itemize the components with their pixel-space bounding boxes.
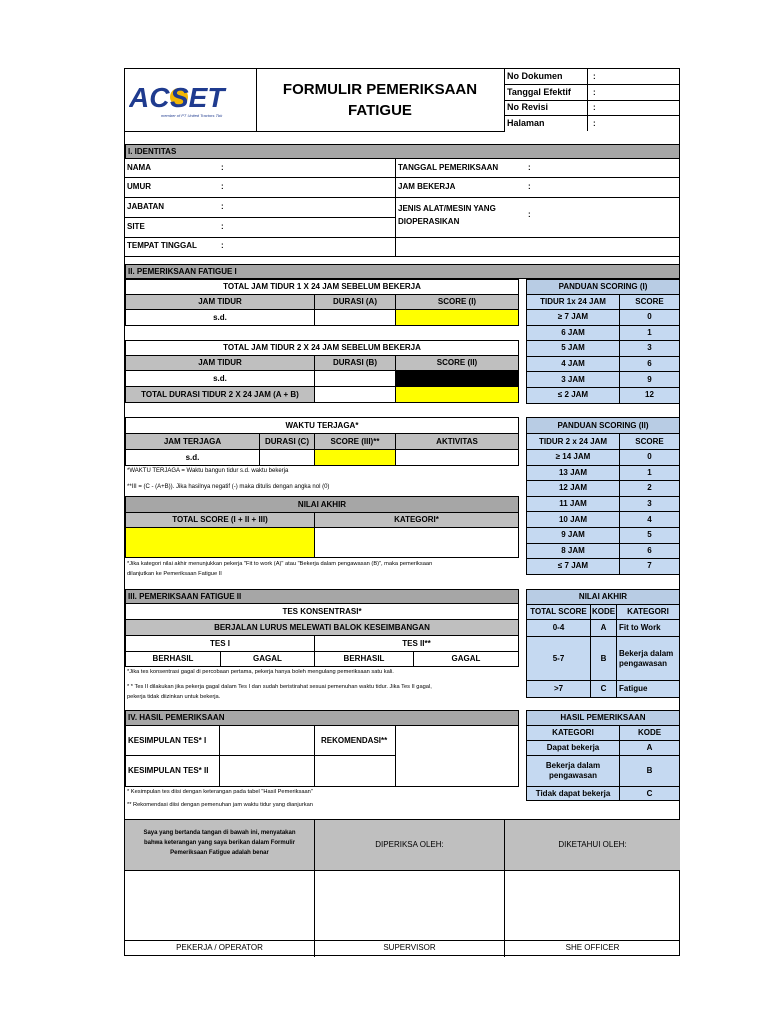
tidur2-jam-field[interactable]: s.d. [125,370,315,387]
tes1-label: TES I [125,635,315,652]
nilai-col-total: TOTAL SCORE (I + II + III) [125,512,315,528]
kesimpulan1-field[interactable] [219,725,315,756]
signature-area-supervisor[interactable] [315,871,504,940]
doc-no-colon: : [593,72,596,81]
umur-colon: : [221,182,224,191]
guide2-row-score: 3 [619,496,680,513]
waktu-aktivitas-field[interactable] [395,449,519,466]
identitas-grid [125,159,680,257]
kesimpulan2-label: KESIMPULAN TES* II [125,755,220,787]
logo-box [125,69,257,132]
guide2-row-score: 6 [619,543,680,560]
guide1-row-score: 6 [619,356,680,373]
guide2-row-label: 13 JAM [526,465,620,482]
tanggal-pemeriksaan-label: TANGGAL PEMERIKSAAN [398,163,499,172]
tes2-gagal[interactable]: GAGAL [413,651,519,667]
hasil-note1: * Kesimpulan tes diisi dengan keterangan pada tabel "Hasil Pemeriksaan" [127,789,313,795]
page-colon: : [593,119,596,128]
logo-subtitle: member of PT United Tractors Tbk [161,113,223,118]
waktu-col-jam: JAM TERJAGA [125,433,260,450]
guide2-row-score: 0 [619,449,680,466]
revision-colon: : [593,103,596,112]
nilai-guide-row2-kode: B [590,636,617,681]
tempat-tinggal-label: TEMPAT TINGGAL [127,241,197,250]
jenis-alat-label: JENIS ALAT/MESIN YANG [398,204,496,213]
fatigue2-note2-line2: pekerja tidak diizinkan untuk bekerja. [127,694,221,700]
hasil-guide-row3-kode: C [619,786,680,801]
tidur2-col-durasi: DURASI (B) [314,355,396,371]
rekomendasi-field[interactable] [395,725,519,787]
diperiksa-oleh-label: DIPERIKSA OLEH: [375,840,444,849]
guide1-col-tidur: TIDUR 1x 24 JAM [526,294,620,310]
waktu-note2: **III = (C - (A+B)). Jika hasilnya negatif (-) maka ditulis dengan angka nol (0) [127,484,330,490]
nilai-guide-row2-kategori: Bekerja dalam pengawasan [616,636,680,681]
hasil-guide-col-kategori: KATEGORI [526,725,620,741]
jenis-alat-colon: : [528,210,531,219]
signature-area-pekerja[interactable] [125,871,314,940]
tempat-tinggal-colon: : [221,241,224,250]
guide1-row-label: 3 JAM [526,371,620,388]
waktu-col-score: SCORE (III)** [314,433,396,450]
tidur1-jam-field[interactable]: s.d. [125,309,315,326]
guide1-title: PANDUAN SCORING (I) [526,279,680,295]
site-colon: : [221,222,224,231]
form-title-line1: FORMULIR PEMERIKSAAN [282,81,478,98]
tidur1-title: TOTAL JAM TIDUR 1 X 24 JAM SEBELUM BEKERJA [125,279,519,295]
guide1-row-score: 3 [619,340,680,357]
waktu-col-aktivitas: AKTIVITAS [395,433,519,450]
waktu-terjaga-title: WAKTU TERJAGA* [125,417,519,434]
statement-line3: Pemeriksaan Fatigue adalah benar [170,850,269,856]
tes2-berhasil[interactable]: BERHASIL [314,651,414,667]
hasil-guide-row1-kode: A [619,740,680,756]
guide2-title: PANDUAN SCORING (II) [526,417,680,434]
tidur2-durasi-field[interactable] [314,370,396,387]
guide2-col-tidur: TIDUR 2 x 24 JAM [526,433,620,450]
nilai-guide-row1-kategori: Fit to Work [616,619,680,637]
guide1-row-score: 9 [619,371,680,388]
tes1-gagal[interactable]: GAGAL [220,651,315,667]
nama-colon: : [221,163,224,172]
nilai-total-field[interactable] [125,527,315,558]
signature-area-she[interactable] [505,871,680,940]
jabatan-colon: : [221,202,224,211]
guide1-row-score: 12 [619,387,680,404]
guide1-row-score: 0 [619,309,680,326]
guide2-row-score: 7 [619,558,680,575]
kesimpulan1-label: KESIMPULAN TES* I [125,725,220,756]
guide1-row-label: ≤ 2 JAM [526,387,620,404]
nilai-guide-row3-kategori: Fatigue [616,680,680,698]
guide2-row-label: 9 JAM [526,527,620,544]
effective-date-label: Tanggal Efektif [507,87,571,97]
jam-bekerja-colon: : [528,182,531,191]
tidur1-durasi-field[interactable] [314,309,396,326]
svg-text:AC: AC [129,82,170,113]
nilai-guide-title: NILAI AKHIR [526,589,680,605]
hasil-note2: ** Rekomendasi diisi dengan pemenuhan jam waktu tidur yang dianjurkan [127,802,313,808]
doc-no-label: No Dokumen [507,71,563,81]
tes2-label: TES II** [314,635,519,652]
hasil-guide-title: HASIL PEMERIKSAAN [526,710,680,726]
svg-text:SET: SET [170,82,225,113]
doc-info-box [505,69,680,132]
guide2-row-label: 11 JAM [526,496,620,513]
hasil-guide-row3-kategori: Tidak dapat bekerja [526,786,620,801]
section-fatigue2: III. PEMERIKSAAN FATIGUE II [125,589,519,604]
guide2-row-label: ≥ 14 JAM [526,449,620,466]
guide2-row-label: ≤ 7 JAM [526,558,620,575]
nilai-col-kategori: KATEGORI* [314,512,519,528]
guide2-row-label: 10 JAM [526,511,620,528]
guide1-row-score: 1 [619,325,680,342]
hasil-guide-row1-kategori: Dapat bekerja [526,740,620,756]
signature-block [125,819,680,956]
hasil-guide-col-kode: KODE [619,725,680,741]
hasil-guide-row2-kategori: Bekerja dalam pengawasan [526,755,620,787]
guide1-row-label: 5 JAM [526,340,620,357]
nilai-guide-col-score: TOTAL SCORE [526,604,591,620]
role-she-officer: SHE OFFICER [565,943,620,952]
waktu-col-durasi: DURASI (C) [259,433,315,450]
guide2-row-score: 1 [619,465,680,482]
total-durasi-label: TOTAL DURASI TIDUR 2 X 24 JAM (A + B) [125,386,315,403]
total-durasi-field[interactable] [314,386,396,403]
waktu-durasi-field[interactable] [259,449,315,466]
form-title-line2: FATIGUE [348,102,412,119]
nilai-kategori-field[interactable] [314,527,519,558]
fatigue2-note2-line1: * * Tes II dilakukan jika pekerja gagal dalam Tes I dan sudah beristirahat sesuai pemenuhan waktu tidur. Jika Tes II gagal, [127,684,432,690]
nilai-akhir-title: NILAI AKHIR [125,496,519,513]
nilai-guide-row3-score: >7 [526,680,591,698]
nilai-guide-row1-kode: A [590,619,617,637]
waktu-jam-field[interactable]: s.d. [125,449,260,466]
page-label: Halaman [507,118,545,128]
tidur1-col-durasi: DURASI (A) [314,294,396,310]
hasil-guide-row2-kode: B [619,755,680,787]
statement-line1: Saya yang bertanda tangan di bawah ini, menyatakan [143,830,296,836]
waktu-note1: *WAKTU TERJAGA = Waktu bangun tidur s.d. waktu bekerja [127,468,289,474]
diketahui-oleh-label: DIKETAHUI OLEH: [558,840,627,849]
nilai-note-line2: dilanjutkan ke Pemeriksaan Fatigue II [127,571,222,577]
fatigue-form [124,68,680,956]
guide2-row-score: 4 [619,511,680,528]
tanggal-pemeriksaan-colon: : [528,163,531,172]
tidur2-col-score: SCORE (II) [395,355,519,371]
form-title-box [257,69,505,132]
section-fatigue1: II. PEMERIKSAAN FATIGUE I [125,264,680,279]
nilai-guide-row3-kode: C [590,680,617,698]
nilai-guide-col-kode: KODE [590,604,617,620]
tidur2-title: TOTAL JAM TIDUR 2 X 24 JAM SEBELUM BEKERJA [125,340,519,356]
waktu-score-field[interactable] [314,449,396,466]
jenis-alat-label2: DIOPERASIKAN [398,217,460,226]
guide2-row-score: 5 [619,527,680,544]
nama-label: NAMA [127,163,151,172]
site-label: SITE [127,222,145,231]
jam-bekerja-label: JAM BEKERJA [398,182,456,191]
section-hasil: IV. HASIL PEMERIKSAAN [125,710,519,726]
tes-konsentrasi-title: TES KONSENTRASI* [125,603,519,620]
kesimpulan2-field[interactable] [219,755,315,787]
nilai-note-line1: *Jika kategori nilai akhir menunjukkan pekerja "Fit to work (A)" atau "Bekerja dalam pengawasan (B)", maka pemeriksaan [127,561,433,567]
rekomendasi-label: REKOMENDASI** [314,725,396,756]
tidur2-score-blackout [395,370,519,387]
guide1-row-label: ≥ 7 JAM [526,309,620,326]
balok-title: BERJALAN LURUS MELEWATI BALOK KESEIMBANGAN [125,619,519,636]
fatigue2-note1: *Jika tes konsentrasi gagal di percobaan pertama, pekerja hanya boleh mengulang pemeriksaan satu kali. [127,669,394,675]
revision-label: No Revisi [507,102,549,112]
role-supervisor: SUPERVISOR [383,943,436,952]
section-identitas: I. IDENTITAS [125,144,680,159]
role-pekerja: PEKERJA / OPERATOR [176,943,263,952]
jabatan-label: JABATAN [127,202,165,211]
tidur1-col-score: SCORE (I) [395,294,519,310]
total-durasi-score-field[interactable] [395,386,519,403]
guide1-row-label: 4 JAM [526,356,620,373]
guide1-col-score: SCORE [619,294,680,310]
effective-date-colon: : [593,88,596,97]
nilai-guide-row1-score: 0-4 [526,619,591,637]
statement-line2: bahwa keterangan yang saya berikan dalam Formulir [143,840,296,846]
tes1-berhasil[interactable]: BERHASIL [125,651,221,667]
guide1-row-label: 6 JAM [526,325,620,342]
guide2-row-label: 12 JAM [526,480,620,497]
umur-label: UMUR [127,182,151,191]
guide2-col-score: SCORE [619,433,680,450]
tidur1-score-field[interactable] [395,309,519,326]
nilai-guide-row2-score: 5-7 [526,636,591,681]
guide2-row-label: 8 JAM [526,543,620,560]
tidur1-col-jam: JAM TIDUR [125,294,315,310]
tidur2-col-jam: JAM TIDUR [125,355,315,371]
nilai-guide-col-kategori: KATEGORI [616,604,680,620]
guide2-row-score: 2 [619,480,680,497]
